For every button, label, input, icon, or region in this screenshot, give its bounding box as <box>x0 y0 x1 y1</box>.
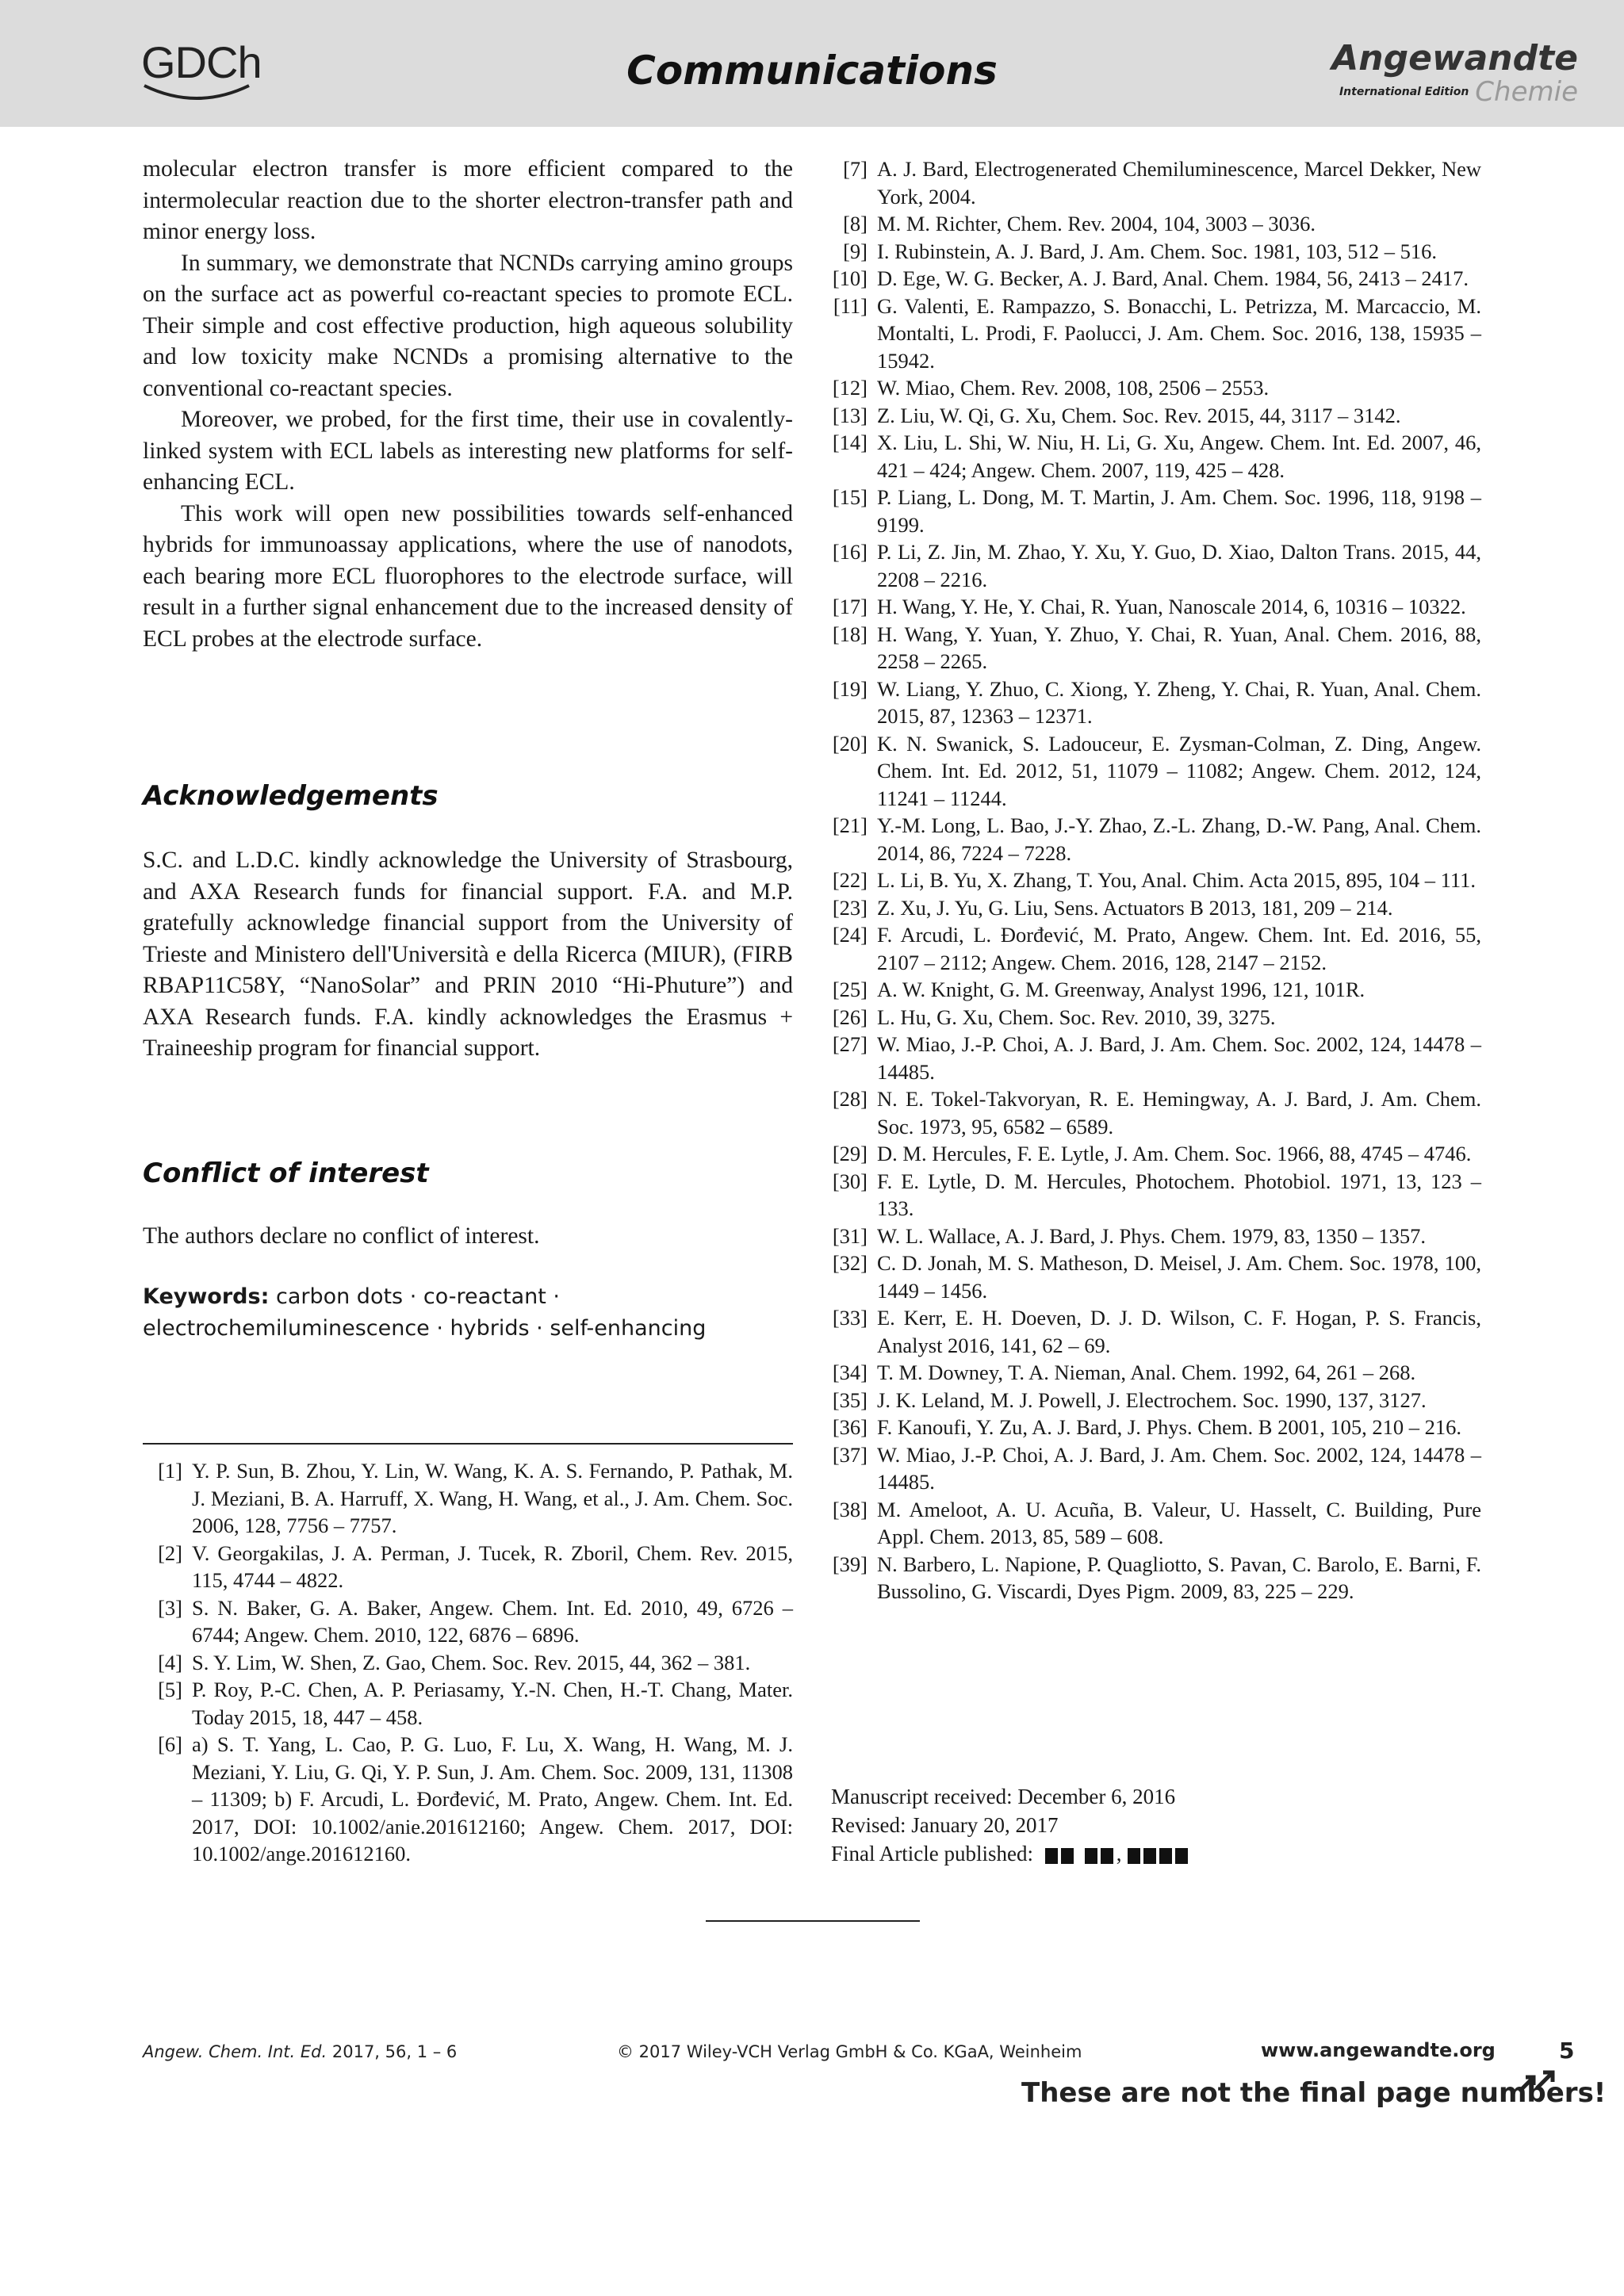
placeholder-block <box>1061 1848 1074 1864</box>
page-number: 5 <box>1559 2038 1575 2064</box>
reference-item <box>831 1304 1481 1359</box>
reference-text: F. E. Lytle, D. M. Hercules, Photochem. Photobiol. 1971, 13, 123 – 133. <box>877 1169 1481 1220</box>
reference-item <box>831 1387 1481 1414</box>
reference-item <box>831 1551 1481 1605</box>
reference-item <box>143 1731 793 1868</box>
paragraph: Moreover, we probed, for the first time, their use in covalently-linked system with ECL labels as interesting new platforms for self-enhancing ECL. <box>143 407 793 495</box>
reference-text: W. Liang, Y. Zhuo, C. Xiong, Y. Zheng, Y. Chai, R. Yuan, Anal. Chem. 2015, 87, 12363 – 12371. <box>877 676 1481 728</box>
reference-number: [19] <box>832 676 868 701</box>
manuscript-published: Final Article published: , <box>831 1839 1191 1868</box>
paragraph: molecular electron transfer is more efficient compared to the intermolecular reaction due to the shorter electron-transfer path and minor energy loss. <box>143 156 793 244</box>
reference-item <box>831 1085 1481 1140</box>
reference-item <box>143 1594 793 1649</box>
reference-item <box>831 210 1481 238</box>
end-divider <box>706 1920 920 1922</box>
reference-number: [18] <box>832 622 868 646</box>
footer-volume: 2017, 56, 1 – 6 <box>331 2042 458 2061</box>
reference-text: a) S. T. Yang, L. Cao, P. G. Luo, F. Lu, X. Wang, H. Wang, M. J. Meziani, Y. Liu, G. Qi, Y. P. Sun, J. Am. Chem. Soc. 2009, 131, 11308 – 11309; b) F. Arcudi, L. Đorđević, M. Prato, Angew. Chem. Int. Ed. 2017, DOI: 10.1002/anie.201612160; Angew. Chem. 2017, DOI: 10.1002/ange.201612160. <box>192 1732 793 1866</box>
placeholder-block <box>1101 1848 1113 1864</box>
reference-text: Y. P. Sun, B. Zhou, Y. Lin, W. Wang, K. A. S. Fernando, P. Pathak, M. J. Meziani, B. A. Harruff, X. Wang, H. Wang, et al., J. Am. Chem. Soc. 2006, 128, 7756 – 7757. <box>192 1459 793 1537</box>
reference-text: W. L. Wallace, A. J. Bard, J. Phys. Chem. 1979, 83, 1350 – 1357. <box>877 1223 1426 1248</box>
reference-number: [7] <box>843 157 868 181</box>
footer-citation <box>143 2042 457 2061</box>
reference-number: [35] <box>832 1387 868 1412</box>
reference-item <box>831 484 1481 538</box>
reference-item <box>831 976 1481 1004</box>
reference-item <box>831 1140 1481 1168</box>
footer-copyright: © 2017 Wiley-VCH Verlag GmbH & Co. KGaA, Weinheim <box>617 2042 1082 2061</box>
reference-number: [2] <box>158 1540 182 1565</box>
reference-item <box>831 293 1481 375</box>
acknowledgements-text <box>143 845 793 1065</box>
reference-text: N. Barbero, L. Napione, P. Quagliotto, S. Pavan, C. Barolo, E. Barni, F. Bussolino, G. Viscardi, Dyes Pigm. 2009, 83, 225 – 229. <box>877 1552 1481 1603</box>
reference-item <box>831 1359 1481 1387</box>
references-divider <box>143 1443 793 1445</box>
reference-number: [11] <box>833 293 868 318</box>
reference-text: Z. Xu, J. Yu, G. Liu, Sens. Actuators B 2013, 181, 209 – 214. <box>877 895 1393 920</box>
journal-name: Angewandte <box>1331 38 1578 78</box>
reference-item <box>831 812 1481 867</box>
reference-item <box>831 1496 1481 1551</box>
reference-number: [38] <box>832 1497 868 1521</box>
manuscript-dates <box>831 1782 1191 1868</box>
reference-text: A. W. Knight, G. M. Greenway, Analyst 1996, 121, 101R. <box>877 978 1365 1001</box>
reference-item <box>831 621 1481 675</box>
reference-number: [10] <box>832 266 868 290</box>
journal-sub: Chemie <box>1475 76 1578 108</box>
reference-text: W. Miao, Chem. Rev. 2008, 108, 2506 – 2553. <box>877 376 1270 400</box>
reference-number: [31] <box>832 1223 868 1248</box>
reference-number: [23] <box>832 895 868 920</box>
reference-number: [9] <box>843 239 868 263</box>
reference-text: D. Ege, W. G. Becker, A. J. Bard, Anal. Chem. 1984, 56, 2413 – 2417. <box>877 266 1469 290</box>
reference-item <box>831 374 1481 402</box>
acknowledgements-heading: Acknowledgements <box>143 780 439 812</box>
reference-text: P. Roy, P.-C. Chen, A. P. Periasamy, Y.-N. Chen, H.-T. Chang, Mater. Today 2015, 18, 447 – 458. <box>192 1678 793 1729</box>
reference-text: S. Y. Lim, W. Shen, Z. Gao, Chem. Soc. Rev. 2015, 44, 362 – 381. <box>192 1650 751 1674</box>
reference-number: [8] <box>843 212 868 235</box>
page-header <box>0 0 1624 127</box>
reference-text: V. Georgakilas, J. A. Perman, J. Tucek, R. Zboril, Chem. Rev. 2015, 115, 4744 – 4822. <box>192 1540 793 1592</box>
reference-item <box>143 1540 793 1594</box>
reference-text: C. D. Jonah, M. S. Matheson, D. Meisel, J. Am. Chem. Soc. 1978, 100, 1449 – 1456. <box>877 1251 1481 1303</box>
reference-item <box>831 1031 1481 1085</box>
references-left <box>143 1457 793 1868</box>
paragraph: This work will open new possibilities towards self-enhanced hybrids for immunoassay applications, where the use of nanodots, each bearing more ECL fluorophores to the electrode surface, will result in a further signal enhancement due to the increased density of ECL probes at the electrode surface. <box>143 500 793 652</box>
reference-number: [39] <box>832 1552 868 1576</box>
reference-text: L. Li, B. Yu, X. Zhang, T. You, Anal. Chim. Acta 2015, 895, 104 – 111. <box>877 868 1477 892</box>
placeholder-block <box>1143 1848 1156 1864</box>
paragraph: S.C. and L.D.C. kindly acknowledge the University of Strasbourg, and AXA Research funds for financial support. F.A. and M.P. gratefully acknowledge financial support from the University of Trieste and Ministero dell'Università e della Ricerca (MIUR), (FIRB RBAP11C58Y, “NanoSolar” and PRIN 2010 “Hi-Phuture”) and AXA Research funds. F.A. kindly acknowledges the Erasmus + Traineeship program for financial support. <box>143 848 793 1061</box>
reference-item <box>831 894 1481 922</box>
reference-number: [14] <box>832 430 868 454</box>
reference-number: [21] <box>832 813 868 837</box>
footer-journal: Angew. Chem. Int. Ed. <box>143 2042 327 2061</box>
reference-item <box>831 1441 1481 1496</box>
reference-text: Z. Liu, W. Qi, G. Xu, Chem. Soc. Rev. 2015, 44, 3117 – 3142. <box>877 403 1401 427</box>
reference-number: [26] <box>832 1004 868 1029</box>
reference-text: M. Ameloot, A. U. Acuña, B. Valeur, U. Hasselt, C. Building, Pure Appl. Chem. 2013, 85, 589 – 608. <box>877 1497 1481 1548</box>
placeholder-block <box>1085 1848 1097 1864</box>
reference-item <box>831 155 1481 210</box>
reference-item <box>831 402 1481 430</box>
reference-item <box>831 867 1481 894</box>
reference-number: [27] <box>832 1032 868 1056</box>
keywords <box>143 1281 801 1345</box>
journal-edition: International Edition <box>1339 86 1469 98</box>
reference-number: [30] <box>832 1169 868 1193</box>
published-label: Final Article published: <box>831 1842 1033 1866</box>
manuscript-revised: Revised: January 20, 2017 <box>831 1813 1059 1837</box>
reference-item <box>143 1676 793 1731</box>
reference-text: Y.-M. Long, L. Bao, J.-Y. Zhao, Z.-L. Zhang, D.-W. Pang, Anal. Chem. 2014, 86, 7224 – 7228. <box>877 813 1481 865</box>
section-title: Communications <box>626 48 998 94</box>
reference-item <box>831 1249 1481 1304</box>
reference-number: [36] <box>832 1415 868 1439</box>
reference-text: W. Miao, J.-P. Choi, A. J. Bard, J. Am. Chem. Soc. 2002, 124, 14478 – 14485. <box>877 1442 1481 1494</box>
reference-text: S. N. Baker, G. A. Baker, Angew. Chem. Int. Ed. 2010, 49, 6726 – 6744; Angew. Chem. 2010, 122, 6876 – 6896. <box>192 1595 793 1647</box>
reference-number: [5] <box>158 1678 182 1701</box>
reference-number: [25] <box>832 978 868 1001</box>
paragraph: In summary, we demonstrate that NCNDs carrying amino groups on the surface act as powerful co-reactant species to promote ECL. Their simple and cost effective production, high aqueous solubility and low toxicity make NCNDs a promising alternative to the conventional co-reactant species. <box>143 250 793 401</box>
reference-item <box>831 593 1481 621</box>
reference-number: [16] <box>832 540 868 564</box>
manuscript-received: Manuscript received: December 6, 2016 <box>831 1785 1176 1808</box>
body-text <box>143 154 793 655</box>
reference-item <box>831 1004 1481 1031</box>
reference-number: [37] <box>832 1442 868 1467</box>
placeholder-block <box>1128 1848 1140 1864</box>
reference-text: K. N. Swanick, S. Ladouceur, E. Zysman-Colman, Z. Ding, Angew. Chem. Int. Ed. 2012, 51, 11079 – 11082; Angew. Chem. 2012, 124, 11241 – 11244. <box>877 731 1481 810</box>
keywords-label: Keywords: <box>143 1284 270 1309</box>
reference-number: [34] <box>832 1360 868 1384</box>
reference-text: L. Hu, G. Xu, Chem. Soc. Rev. 2010, 39, 3275. <box>877 1004 1276 1029</box>
reference-number: [20] <box>832 731 868 756</box>
reference-item <box>831 675 1481 730</box>
reference-text: F. Kanoufi, Y. Zu, A. J. Bard, J. Phys. Chem. B 2001, 105, 210 – 216. <box>877 1415 1461 1439</box>
reference-text: W. Miao, J.-P. Choi, A. J. Bard, J. Am. Chem. Soc. 2002, 124, 14478 – 14485. <box>877 1032 1481 1084</box>
reference-item <box>831 265 1481 293</box>
reference-text: E. Kerr, E. H. Doeven, D. J. D. Wilson, C. F. Hogan, P. S. Francis, Analyst 2016, 141, 62 – 69. <box>877 1306 1481 1357</box>
reference-number: [33] <box>832 1306 868 1330</box>
reference-item <box>831 921 1481 976</box>
reference-text: P. Liang, L. Dong, M. T. Martin, J. Am. Chem. Soc. 1996, 118, 9198 – 9199. <box>877 485 1481 537</box>
reference-number: [12] <box>832 376 868 400</box>
reference-text: N. E. Tokel-Takvoryan, R. E. Hemingway, A. J. Bard, J. Am. Chem. Soc. 1973, 95, 6582 – 6589. <box>877 1087 1481 1138</box>
reference-item <box>831 730 1481 813</box>
reference-number: [32] <box>832 1251 868 1275</box>
arrows-icon <box>1516 2068 1559 2096</box>
reference-number: [29] <box>832 1142 868 1165</box>
reference-item <box>831 1414 1481 1441</box>
reference-text: M. M. Richter, Chem. Rev. 2004, 104, 3003 – 3036. <box>877 212 1316 235</box>
conflict-heading: Conflict of interest <box>143 1158 429 1189</box>
placeholder-block <box>1175 1848 1188 1864</box>
conflict-text <box>143 1221 793 1253</box>
reference-item <box>831 538 1481 593</box>
reference-item <box>831 238 1481 266</box>
not-final-notice: These are not the final page numbers! <box>1021 2077 1607 2109</box>
reference-item <box>831 1168 1481 1223</box>
reference-number: [3] <box>158 1595 182 1620</box>
reference-text: J. K. Leland, M. J. Powell, J. Electrochem. Soc. 1990, 137, 3127. <box>877 1387 1427 1412</box>
reference-number: [17] <box>832 595 868 618</box>
reference-text: T. M. Downey, T. A. Nieman, Anal. Chem. 1992, 64, 261 – 268. <box>877 1360 1416 1384</box>
reference-number: [22] <box>832 868 868 892</box>
reference-text: D. M. Hercules, F. E. Lytle, J. Am. Chem. Soc. 1966, 88, 4745 – 4746. <box>877 1142 1472 1165</box>
reference-text: I. Rubinstein, A. J. Bard, J. Am. Chem. Soc. 1981, 103, 512 – 516. <box>877 239 1437 263</box>
reference-number: [6] <box>158 1732 182 1756</box>
reference-item <box>143 1649 793 1677</box>
reference-text: H. Wang, Y. He, Y. Chai, R. Yuan, Nanoscale 2014, 6, 10316 – 10322. <box>877 595 1466 618</box>
reference-text: H. Wang, Y. Yuan, Y. Zhuo, Y. Chai, R. Yuan, Anal. Chem. 2016, 88, 2258 – 2265. <box>877 622 1481 673</box>
reference-text: F. Arcudi, L. Đorđević, M. Prato, Angew. Chem. Int. Ed. 2016, 55, 2107 – 2112; Angew. Chem. 2016, 128, 2147 – 2152. <box>877 923 1481 974</box>
reference-item <box>831 429 1481 484</box>
reference-item <box>143 1457 793 1540</box>
reference-text: P. Li, Z. Jin, M. Zhao, Y. Xu, Y. Guo, D. Xiao, Dalton Trans. 2015, 44, 2208 – 2216. <box>877 540 1481 591</box>
placeholder-block <box>1159 1848 1172 1864</box>
reference-number: [24] <box>832 923 868 947</box>
reference-number: [13] <box>832 403 868 427</box>
reference-text: A. J. Bard, Electrogenerated Chemiluminescence, Marcel Dekker, New York, 2004. <box>877 157 1481 209</box>
footer-website[interactable]: www.angewandte.org <box>1261 2039 1496 2061</box>
reference-text: G. Valenti, E. Rampazzo, S. Bonacchi, L. Petrizza, M. Marcaccio, M. Montalti, L. Prodi, F. Paolucci, J. Am. Chem. Soc. 2016, 138, 15935 – 15942. <box>877 293 1481 373</box>
reference-text: X. Liu, L. Shi, W. Niu, H. Li, G. Xu, Angew. Chem. Int. Ed. 2007, 46, 421 – 424; Angew. Chem. 2007, 119, 425 – 428. <box>877 430 1481 482</box>
gdch-logo: GDCh <box>141 37 262 87</box>
references-right <box>831 155 1481 1605</box>
placeholder-block <box>1045 1848 1058 1864</box>
reference-number: [1] <box>158 1459 182 1483</box>
reference-item <box>831 1223 1481 1250</box>
paragraph: The authors declare no conflict of interest. <box>143 1223 540 1249</box>
journal-logo <box>1331 38 1578 108</box>
reference-number: [28] <box>832 1087 868 1111</box>
keywords-text: carbon dots · co-reactant · electrochemiluminescence · hybrids · self-enhancing <box>143 1284 707 1341</box>
reference-number: [4] <box>158 1650 182 1674</box>
reference-number: [15] <box>832 485 868 509</box>
